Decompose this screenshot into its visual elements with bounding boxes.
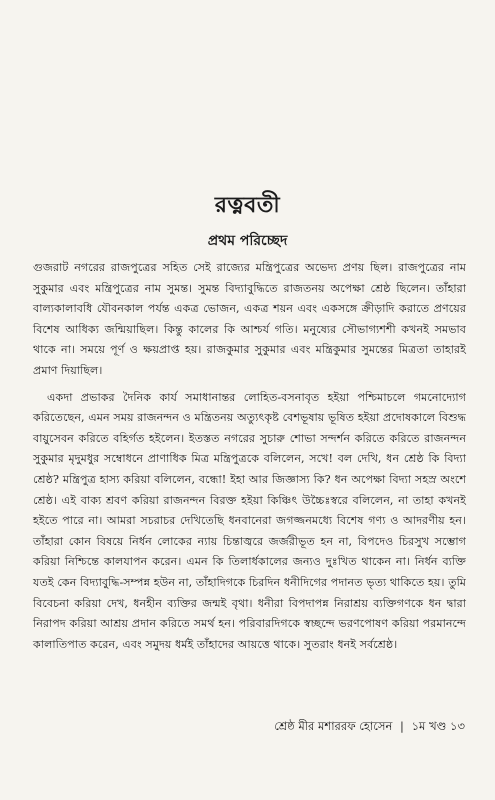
footer-volume: ১ম খণ্ড (411, 719, 447, 733)
body-text (33, 258, 466, 655)
paragraph-2: একদা প্রভাকর দৈনিক কার্য সমাধানান্তর লোহিত-বসনাবৃত হইয়া পশ্চিমাচলে গমনোদ্যোগ করিতেছেন, এমন সময় রাজনন্দন ও মন্ত্রিতনয় অত্যুৎকৃষ্ট বেশভূষায় ভূষিত হইয়া প্রদোষকালে বিশুদ্ধ বায়ুসেবন করিতে বহির্গত হইলেন। ইতস্তত নগরের সুচারু শোভা সন্দর্শন করিতে করিতে রাজনন্দন সুকুমার মৃদুমধুর সম্বোধনে প্রাণাধিক মিত্র মন্ত্রিপুত্রকে বলিলেন, সখে! বল দেখি, ধন শ্রেষ্ঠ কি বিদ্যা শ্রেষ্ঠ? মন্ত্রিপুত্র হাস্য করিয়া বলিলেন, বন্ধো! ইহা আর জিজ্ঞাস্য কি? ধন অপেক্ষা বিদ্যা সহস্র অংশে শ্রেষ্ঠ। এই বাক্য শ্রবণ করিয়া রাজনন্দন বিরক্ত হইয়া কিঞ্চিৎ উচ্চৈঃস্বরে বলিলেন, না তাহা কখনই হইতে পারে না। আমরা সচরাচর দেখিতেছি ধনবানেরা জগজ্জনমধ্যে বিশেষ গণ্য ও আদরণীয় হন। তাঁহারা কোন বিষয়ে নির্ধন লোকের ন্যায় চিন্তাজ্বরে জর্জরীভূত হন না, বিপদেও চিরসুখ সম্ভোগ করিয়া নিশ্চিন্তে কালযাপন করেন। এমন কি তিলার্ধকালের জন্যও দুঃখিত থাকেন না। নির্ধন ব্যক্তি যতই কেন বিদ্যাবুদ্ধি-সম্পন্ন হউন না, তাঁহাদিগকে চিরদিন ধনীদিগের পদানত ভৃত্য থাকিতে হয়। তুমি বিবেচনা করিয়া দেখ, ধনহীন ব্যক্তির জন্মই বৃথা। ধনীরা বিপদাপন্ন নিরাশ্রয় ব্যক্তিগণকে ধন দ্বারা নিরাপদ করিয়া আশ্রয় প্রদান করিতে সমর্থ হন। পরিবারদিগকে স্বচ্ছন্দে ভরণপোষণ করিয়া পরমানন্দে কালাতিপাত করেন, এবং সমুদয় ধর্মই তাঁহাদের আয়ত্তে থাকে। সুতরাং ধনই সর্বশ্রেষ্ঠ। (33, 390, 466, 651)
page-footer (274, 718, 465, 737)
footer-page-number: ১৩ (450, 719, 465, 733)
chapter-subtitle: প্রথম পরিচ্ছেদ (207, 233, 288, 249)
paragraph-1: গুজরাট নগরের রাজপুত্রের সহিত সেই রাজ্যের মন্ত্রিপুত্রের অভেদ্য প্রণয় ছিল। রাজপুত্রের নাম সুকুমার এবং মন্ত্রিপুত্রের নাম সুমন্ত। সুমন্ত বিদ্যাবুদ্ধিতে রাজতনয় অপেক্ষা শ্রেষ্ঠ ছিলেন। তাঁহারা বাল্যকালাবধি যৌবনকাল পর্যন্ত একত্র ভোজন, একত্র শয়ন এবং একসঙ্গে ক্রীড়াদি করাতে প্রণয়ের বিশেষ আধিক্য জন্মিয়াছিল। কিন্তু কালের কি আশ্চর্য গতি। মনুষ্যের সৌভাগ্যশশী কখনই সমভাব থাকে না। সময়ে পূর্ণ ও ক্ষয়প্রাপ্ত হয়। রাজকুমার সুকুমার এবং মন্ত্রিকুমার সুমন্তের মিত্রতা তাহারই প্রমাণ দিয়াছিল। (33, 261, 466, 377)
footer-book-title: শ্রেষ্ঠ মীর মশাররফ হোসেন (274, 719, 393, 733)
chapter-title: রত্নবতী (214, 192, 281, 218)
footer-separator: | (400, 719, 404, 733)
